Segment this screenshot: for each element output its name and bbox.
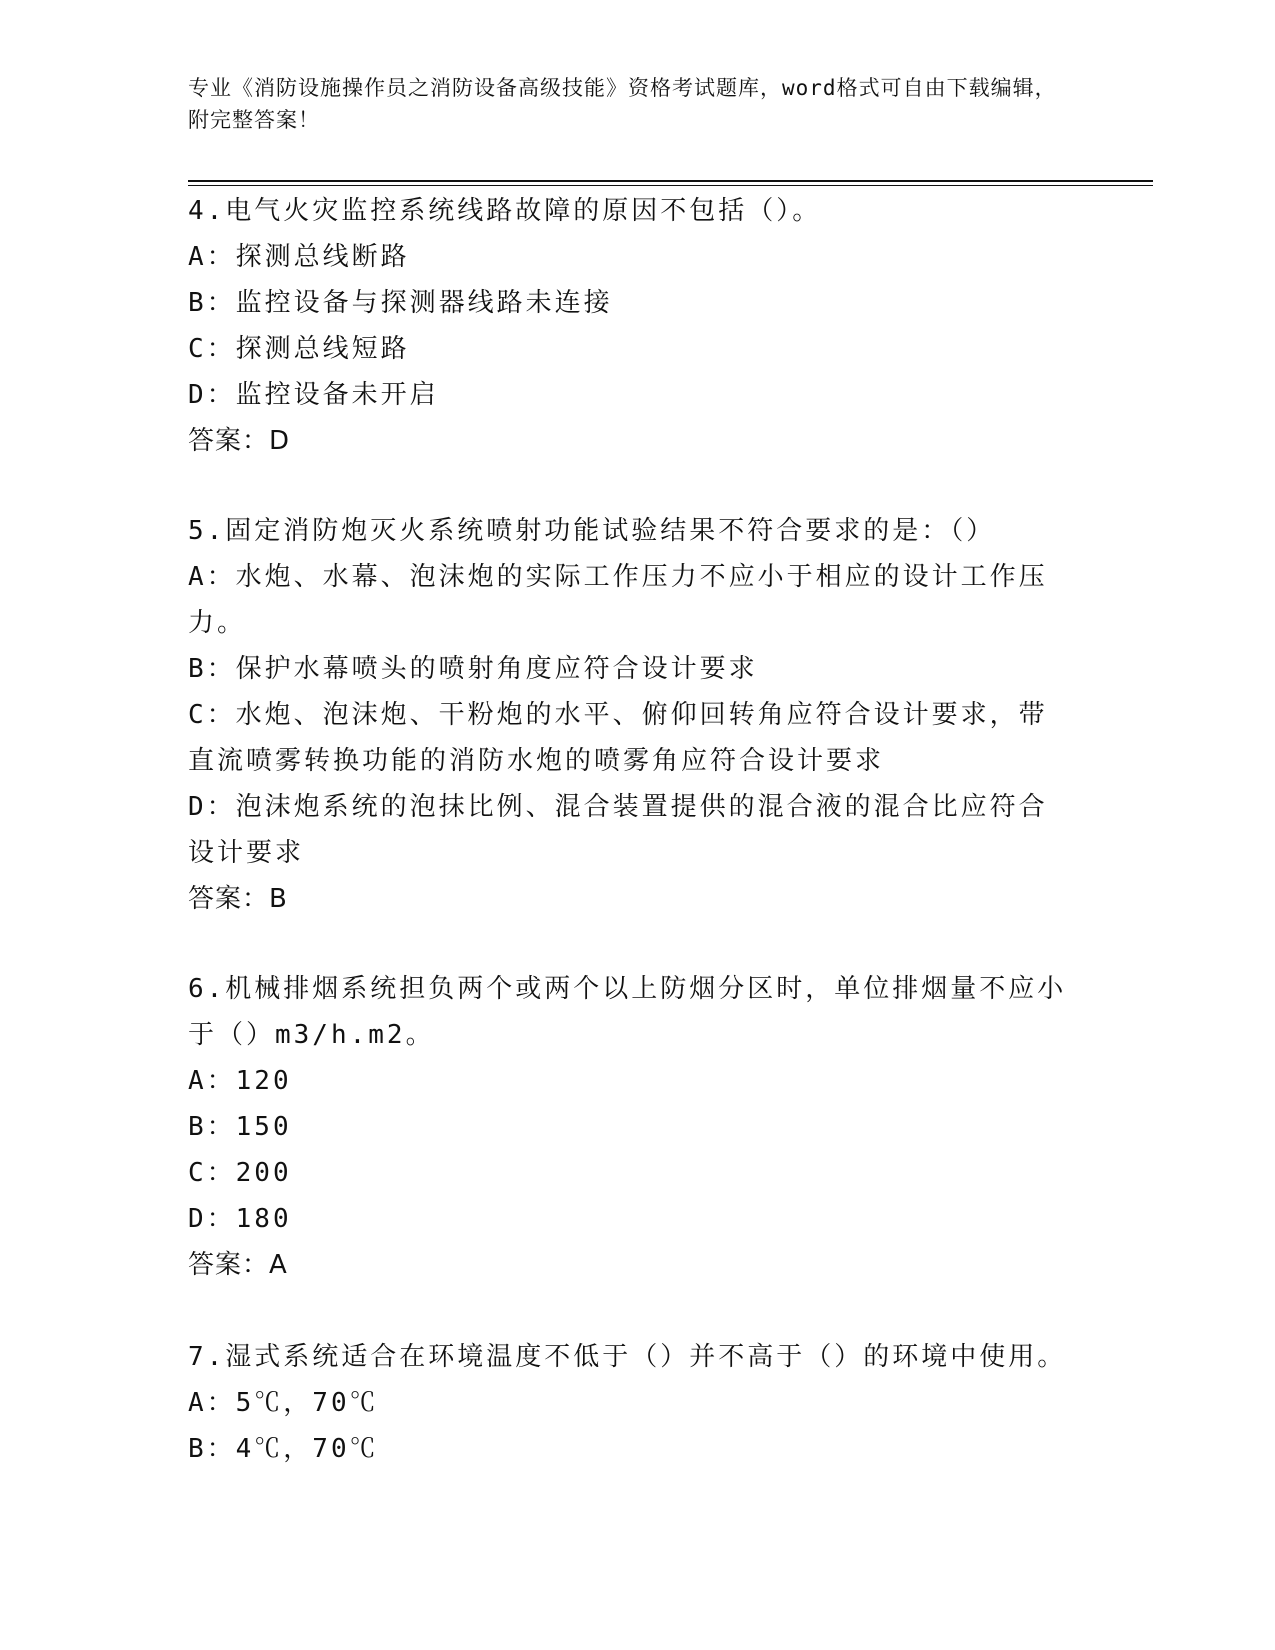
option-a: A：水炮、水幕、泡沫炮的实际工作压力不应小于相应的设计工作压力。 xyxy=(188,562,1048,638)
header-divider-thick xyxy=(188,180,1153,182)
question-7 xyxy=(188,1334,1068,1472)
question-title: 4.电气火灾监控系统线路故障的原因不包括（）。 xyxy=(188,196,822,226)
question-4 xyxy=(188,188,1068,464)
option-b: B：保护水幕喷头的喷射角度应符合设计要求 xyxy=(188,654,758,684)
header-divider-thin xyxy=(188,185,1153,186)
option-a: A：5℃，70℃ xyxy=(188,1388,379,1418)
option-c: C：探测总线短路 xyxy=(188,334,410,364)
option-a: A：120 xyxy=(188,1066,292,1096)
option-b: B：4℃，70℃ xyxy=(188,1434,379,1464)
option-d: D：180 xyxy=(188,1204,292,1234)
answer: 答案：A xyxy=(188,1250,288,1280)
question-title: 5.固定消防炮灭火系统喷射功能试验结果不符合要求的是：（） xyxy=(188,516,996,546)
option-d: D：监控设备未开启 xyxy=(188,380,439,410)
option-b: B：150 xyxy=(188,1112,292,1142)
question-title: 6.机械排烟系统担负两个或两个以上防烟分区时，单位排烟量不应小于（）m3/h.m2。 xyxy=(188,974,1067,1050)
answer: 答案：D xyxy=(188,426,291,456)
answer: 答案：B xyxy=(188,884,288,914)
document-header: 专业《消防设施操作员之消防设备高级技能》资格考试题库，word格式可自由下载编辑，附完整答案！ xyxy=(188,76,1057,132)
option-d: D：泡沫炮系统的泡抹比例、混合装置提供的混合液的混合比应符合设计要求 xyxy=(188,792,1048,868)
question-6 xyxy=(188,966,1068,1288)
option-c: C：200 xyxy=(188,1158,292,1188)
option-a: A：探测总线断路 xyxy=(188,242,410,272)
question-5 xyxy=(188,508,1068,922)
option-c: C：水炮、泡沫炮、干粉炮的水平、俯仰回转角应符合设计要求，带直流喷雾转换功能的消防水炮的喷雾角应符合设计要求 xyxy=(188,700,1048,776)
question-title: 7.湿式系统适合在环境温度不低于（）并不高于（）的环境中使用。 xyxy=(188,1342,1067,1372)
option-b: B：监控设备与探测器线路未连接 xyxy=(188,288,613,318)
